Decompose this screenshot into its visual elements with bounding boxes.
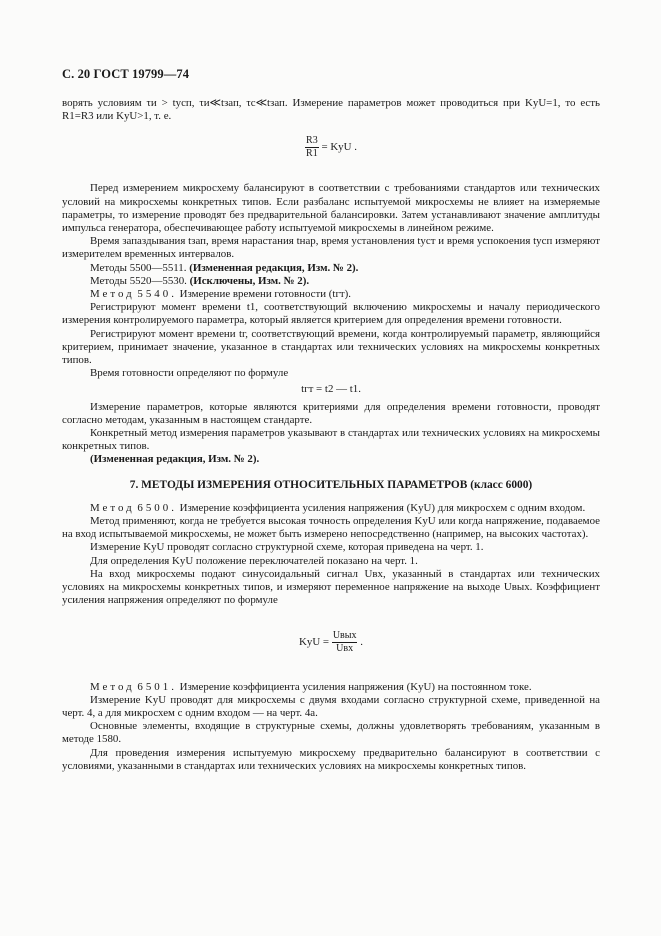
paragraph-method-applicability: Метод применяют, когда не требуется высокая точность определения KyU или когда напряжение, подаваемое на вход испытываемой микросхемы, не может быть измерено непосредственно (например, на высоких частотах). bbox=[62, 515, 600, 541]
document-body bbox=[62, 97, 600, 773]
paragraph-methods-5520 bbox=[62, 275, 600, 288]
formula-ratio-numerator: R3 bbox=[306, 135, 318, 147]
formula-gain-numerator: Uвых bbox=[332, 629, 357, 641]
formula-gain-tail: . bbox=[360, 635, 363, 648]
method-6501-text: Измерение коэффициента усиления напряжения (KyU) на постоянном токе. bbox=[179, 680, 532, 693]
formula-gain-fraction bbox=[332, 630, 358, 655]
paragraph-schema-ref: Измерение KyU проводят согласно структурной схеме, которая приведена на черт. 1. bbox=[90, 541, 484, 554]
methods-5500-text: Методы 5500—5511. bbox=[90, 261, 187, 274]
formula-gain bbox=[62, 630, 600, 655]
revision-note: (Измененная редакция, Изм. № 2). bbox=[189, 261, 359, 274]
method-code: 6501. bbox=[137, 680, 177, 693]
paragraph-register-t1: Регистрируют момент времени t1, соответствующий включению микросхемы и началу периодического измерения контролируемого параметра, который является критерием для определения времени готовности. bbox=[62, 301, 600, 327]
paragraph-methods-5500 bbox=[62, 262, 600, 275]
formula-ratio-rhs: = KyU . bbox=[321, 141, 357, 154]
paragraph-criteria: Измерение параметров, которые являются критериями для определения времени готовности, проводят согласно методам, указанным в настоящем стандарте. bbox=[62, 400, 600, 426]
section-title: 7. МЕТОДЫ ИЗМЕРЕНИЯ ОТНОСИТЕЛЬНЫХ ПАРАМЕТРОВ (класс 6000) bbox=[129, 478, 533, 491]
paragraph-register-tg: Регистрируют момент времени tг, соответствующий времени, когда контролируемый параметр, являющийся критерием, принимает значение, указанное в стандартах или технических условиях на микросхемы конкретных типов. bbox=[62, 327, 600, 367]
formula-gain-denominator: Uвх bbox=[336, 642, 354, 654]
paragraph-pre-balancing: Для проведения измерения испытуемую микросхему предварительно балансируют в соответствии с условиями, указанными в стандартах или технических условиях на микросхемы конкретных типов. bbox=[62, 746, 600, 772]
paragraph-specific-method: Конкретный метод измерения параметров указывают в стандартах или технических условиях на микросхемы конкретных типов. bbox=[62, 427, 600, 453]
revision-note-2: (Измененная редакция, Изм. № 2). bbox=[90, 453, 260, 466]
paragraph-conditions: ворять условиям τи > tусп, τи≪tзап, τс≪tзап. Измерение параметров может проводиться при KyU=1, то есть R1=R3 или KyU>1, т. е. bbox=[62, 97, 600, 123]
method-label: Метод bbox=[90, 288, 135, 301]
formula-gain-lhs: KyU = bbox=[299, 635, 330, 648]
paragraph-elements: Основные элементы, входящие в структурные схемы, должны удовлетворять требованиям, указанным в методе 1580. bbox=[62, 720, 600, 746]
method-label: Метод bbox=[90, 680, 135, 693]
paragraph-method-6501 bbox=[62, 681, 600, 694]
method-label: Метод bbox=[90, 501, 135, 514]
paragraph-method-5540 bbox=[62, 288, 600, 301]
paragraph-switch-positions: Для определения KyU положение переключателей показано на черт. 1. bbox=[90, 554, 418, 567]
paragraph-method-6500 bbox=[62, 502, 600, 515]
method-code: 6500. bbox=[137, 501, 177, 514]
paragraph-input-signal: На вход микросхемы подают синусоидальный сигнал Uвх, указанный в стандартах или технических условиях на микросхемы конкретных типов, и измеряют переменное напряжение на выходе Uвых. Коэффициент усиления напряжения определяют по формуле bbox=[62, 567, 600, 607]
paragraph-balancing: Перед измерением микросхему балансируют в соответствии с требованиями стандартов или технических условий на микросхемы конкретных типов. Если разбаланс испытуемой микросхемы не влияет на измеряемые параметры, то измерение проводят без предварительной балансировки. Затем устанавливают значение амплитуды импульса генератора, обеспечивающее работу испытуемой микросхемы в линейном режиме. bbox=[62, 182, 600, 235]
method-code: 5540. bbox=[137, 288, 177, 301]
method-5540-text: Измерение времени готовности (tгт). bbox=[179, 288, 352, 301]
method-6500-text: Измерение коэффициента усиления напряжения (KyU) для микросхем с одним входом. bbox=[179, 501, 586, 514]
formula-ratio-denominator: R1 bbox=[306, 148, 318, 160]
page-header: С. 20 ГОСТ 19799—74 bbox=[62, 67, 190, 81]
formula-ratio bbox=[62, 135, 600, 160]
formula-readiness-time: tгт = t2 — t1. bbox=[301, 383, 361, 396]
paragraph-formula-intro: Время готовности определяют по формуле bbox=[90, 367, 289, 380]
paragraph-time-intervals: Время запаздывания tзап, время нарастания tнар, время установления tуст и время успокоения tусп измеряют измерителем временных интервалов. bbox=[62, 235, 600, 261]
excluded-note: (Исключены, Изм. № 2). bbox=[189, 274, 310, 287]
formula-ratio-fraction bbox=[305, 135, 319, 160]
methods-5520-text: Методы 5520—5530. bbox=[90, 274, 187, 287]
paragraph-dual-input: Измерение KyU проводят для микросхемы с двумя входами согласно структурной схеме, приведенной на черт. 4, а для микросхем с одним входом — на черт. 4а. bbox=[62, 693, 600, 719]
